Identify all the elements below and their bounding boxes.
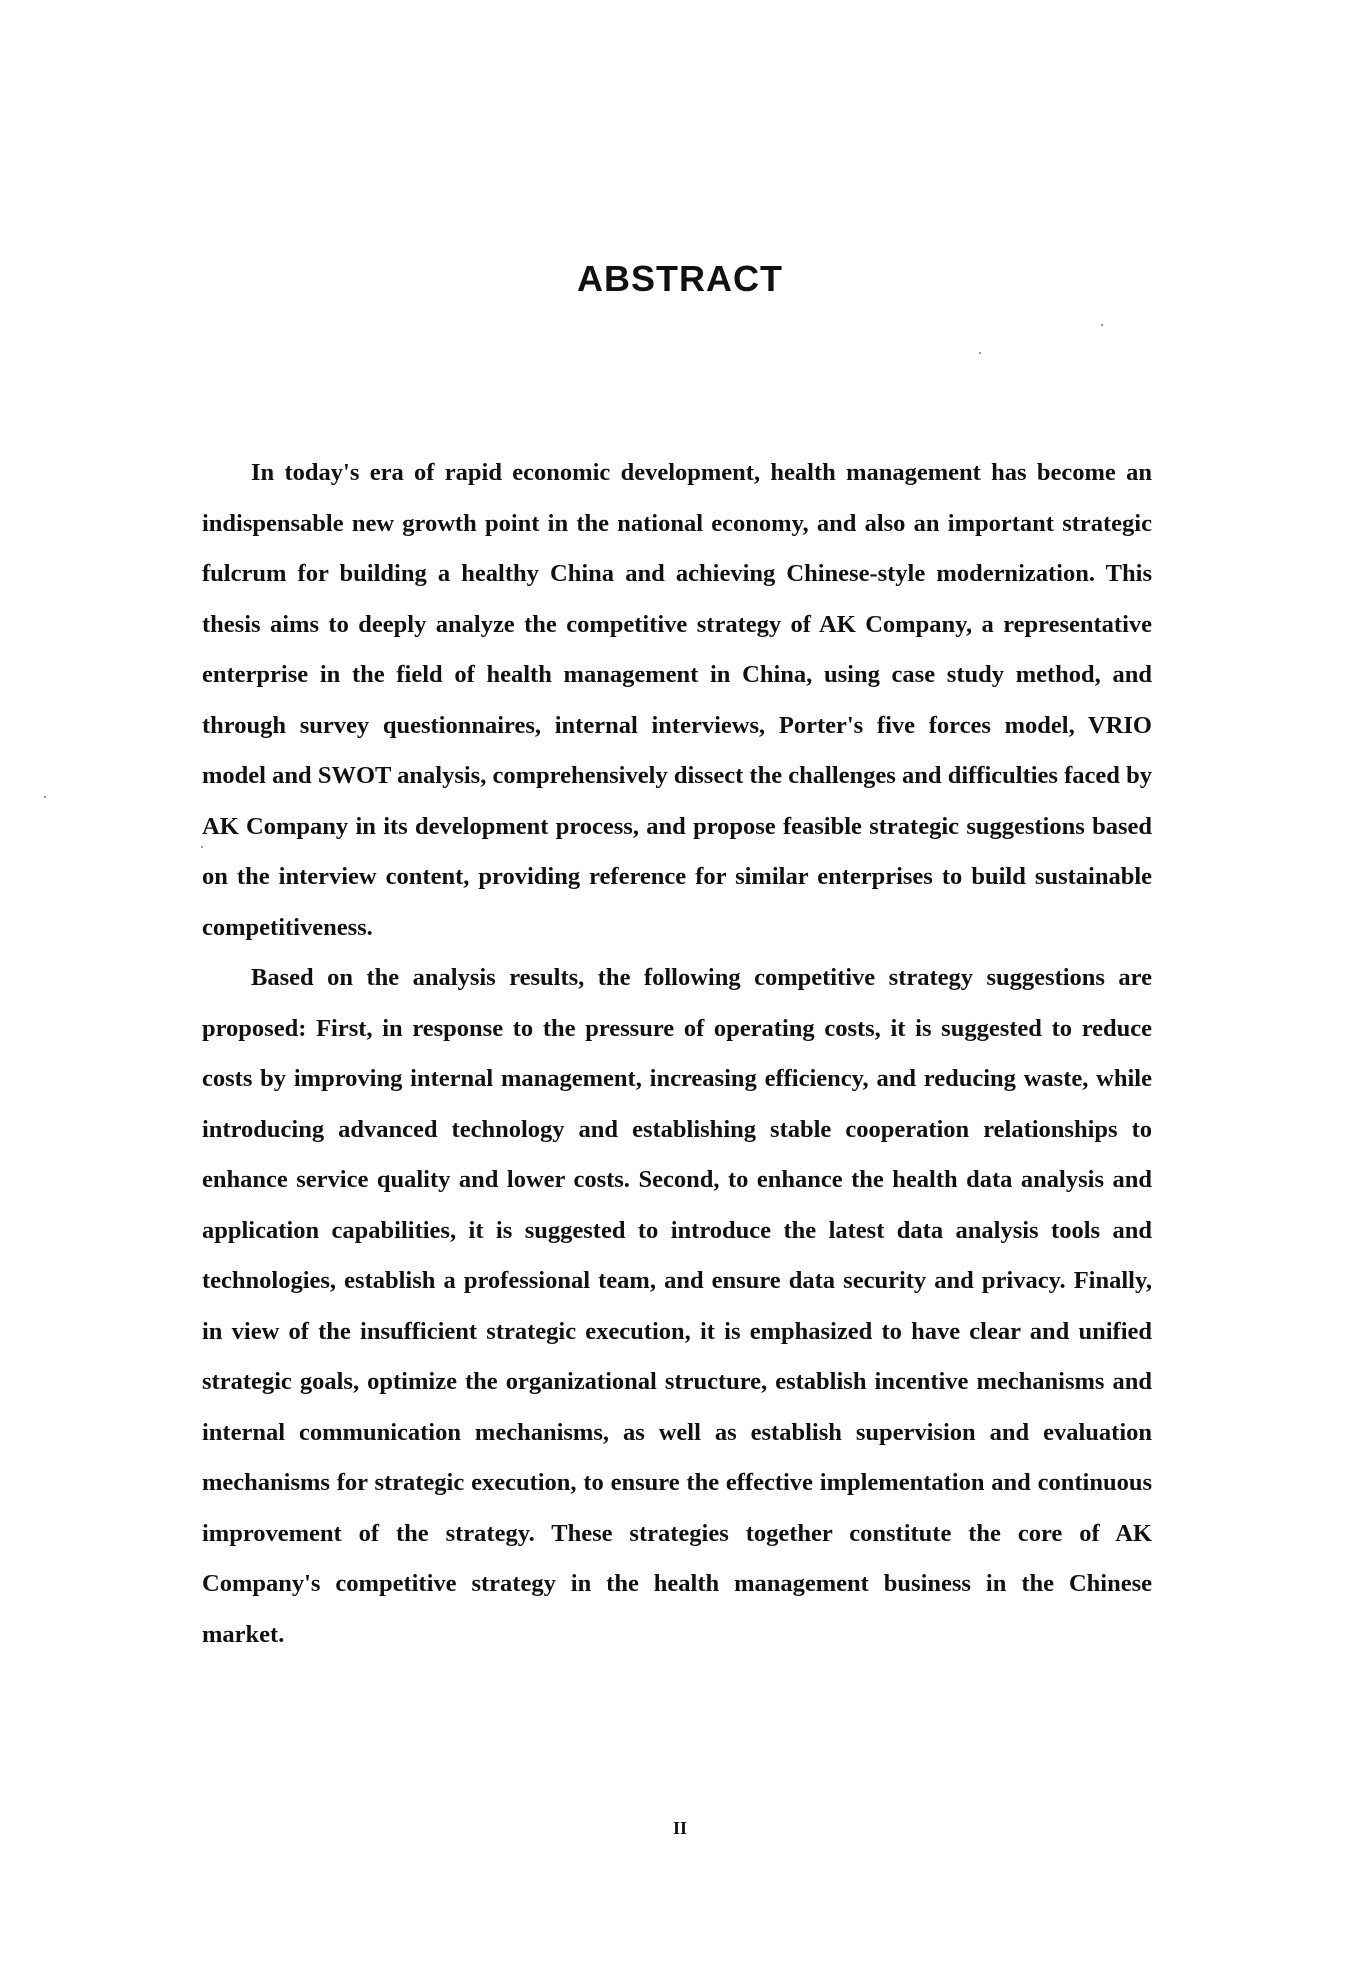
scan-speck <box>201 846 203 848</box>
abstract-body <box>202 448 1152 1660</box>
scan-speck <box>44 796 46 798</box>
abstract-paragraph-1: In today's era of rapid economic development, health management has become an indispensable new growth point in the national economy, and also an important strategic fulcrum for building a healthy China and achieving Chinese-style modernization. This thesis aims to deeply analyze the competitive strategy of AK Company, a representative enterprise in the field of health management in China, using case study method, and through survey questionnaires, internal interviews, Porter's five forces model, VRIO model and SWOT analysis, comprehensively dissect the challenges and difficulties faced by AK Company in its development process, and propose feasible strategic suggestions based on the interview content, providing reference for similar enterprises to build sustainable competitiveness. <box>202 459 1152 941</box>
scan-speck <box>979 352 981 354</box>
page-number: II <box>672 1818 687 1838</box>
abstract-paragraph-2: Based on the analysis results, the following competitive strategy suggestions are proposed: First, in response to the pressure of operating costs, it is suggested to reduce costs by improving internal management, increasing efficiency, and reducing waste, while introducing advanced technology and establishing stable cooperation relationships to enhance service quality and lower costs. Second, to enhance the health data analysis and application capabilities, it is suggested to introduce the latest data analysis tools and technologies, establish a professional team, and ensure data security and privacy. Finally, in view of the insufficient strategic execution, it is emphasized to have clear and unified strategic goals, optimize the organizational structure, establish incentive mechanisms and internal communication mechanisms, as well as establish supervision and evaluation mechanisms for strategic execution, to ensure the effective implementation and continuous improvement of the strategy. These strategies together constitute the core of AK Company's competitive strategy in the health management business in the Chinese market. <box>202 964 1152 1648</box>
abstract-title: ABSTRACT <box>577 258 783 299</box>
scan-speck <box>1101 324 1103 326</box>
